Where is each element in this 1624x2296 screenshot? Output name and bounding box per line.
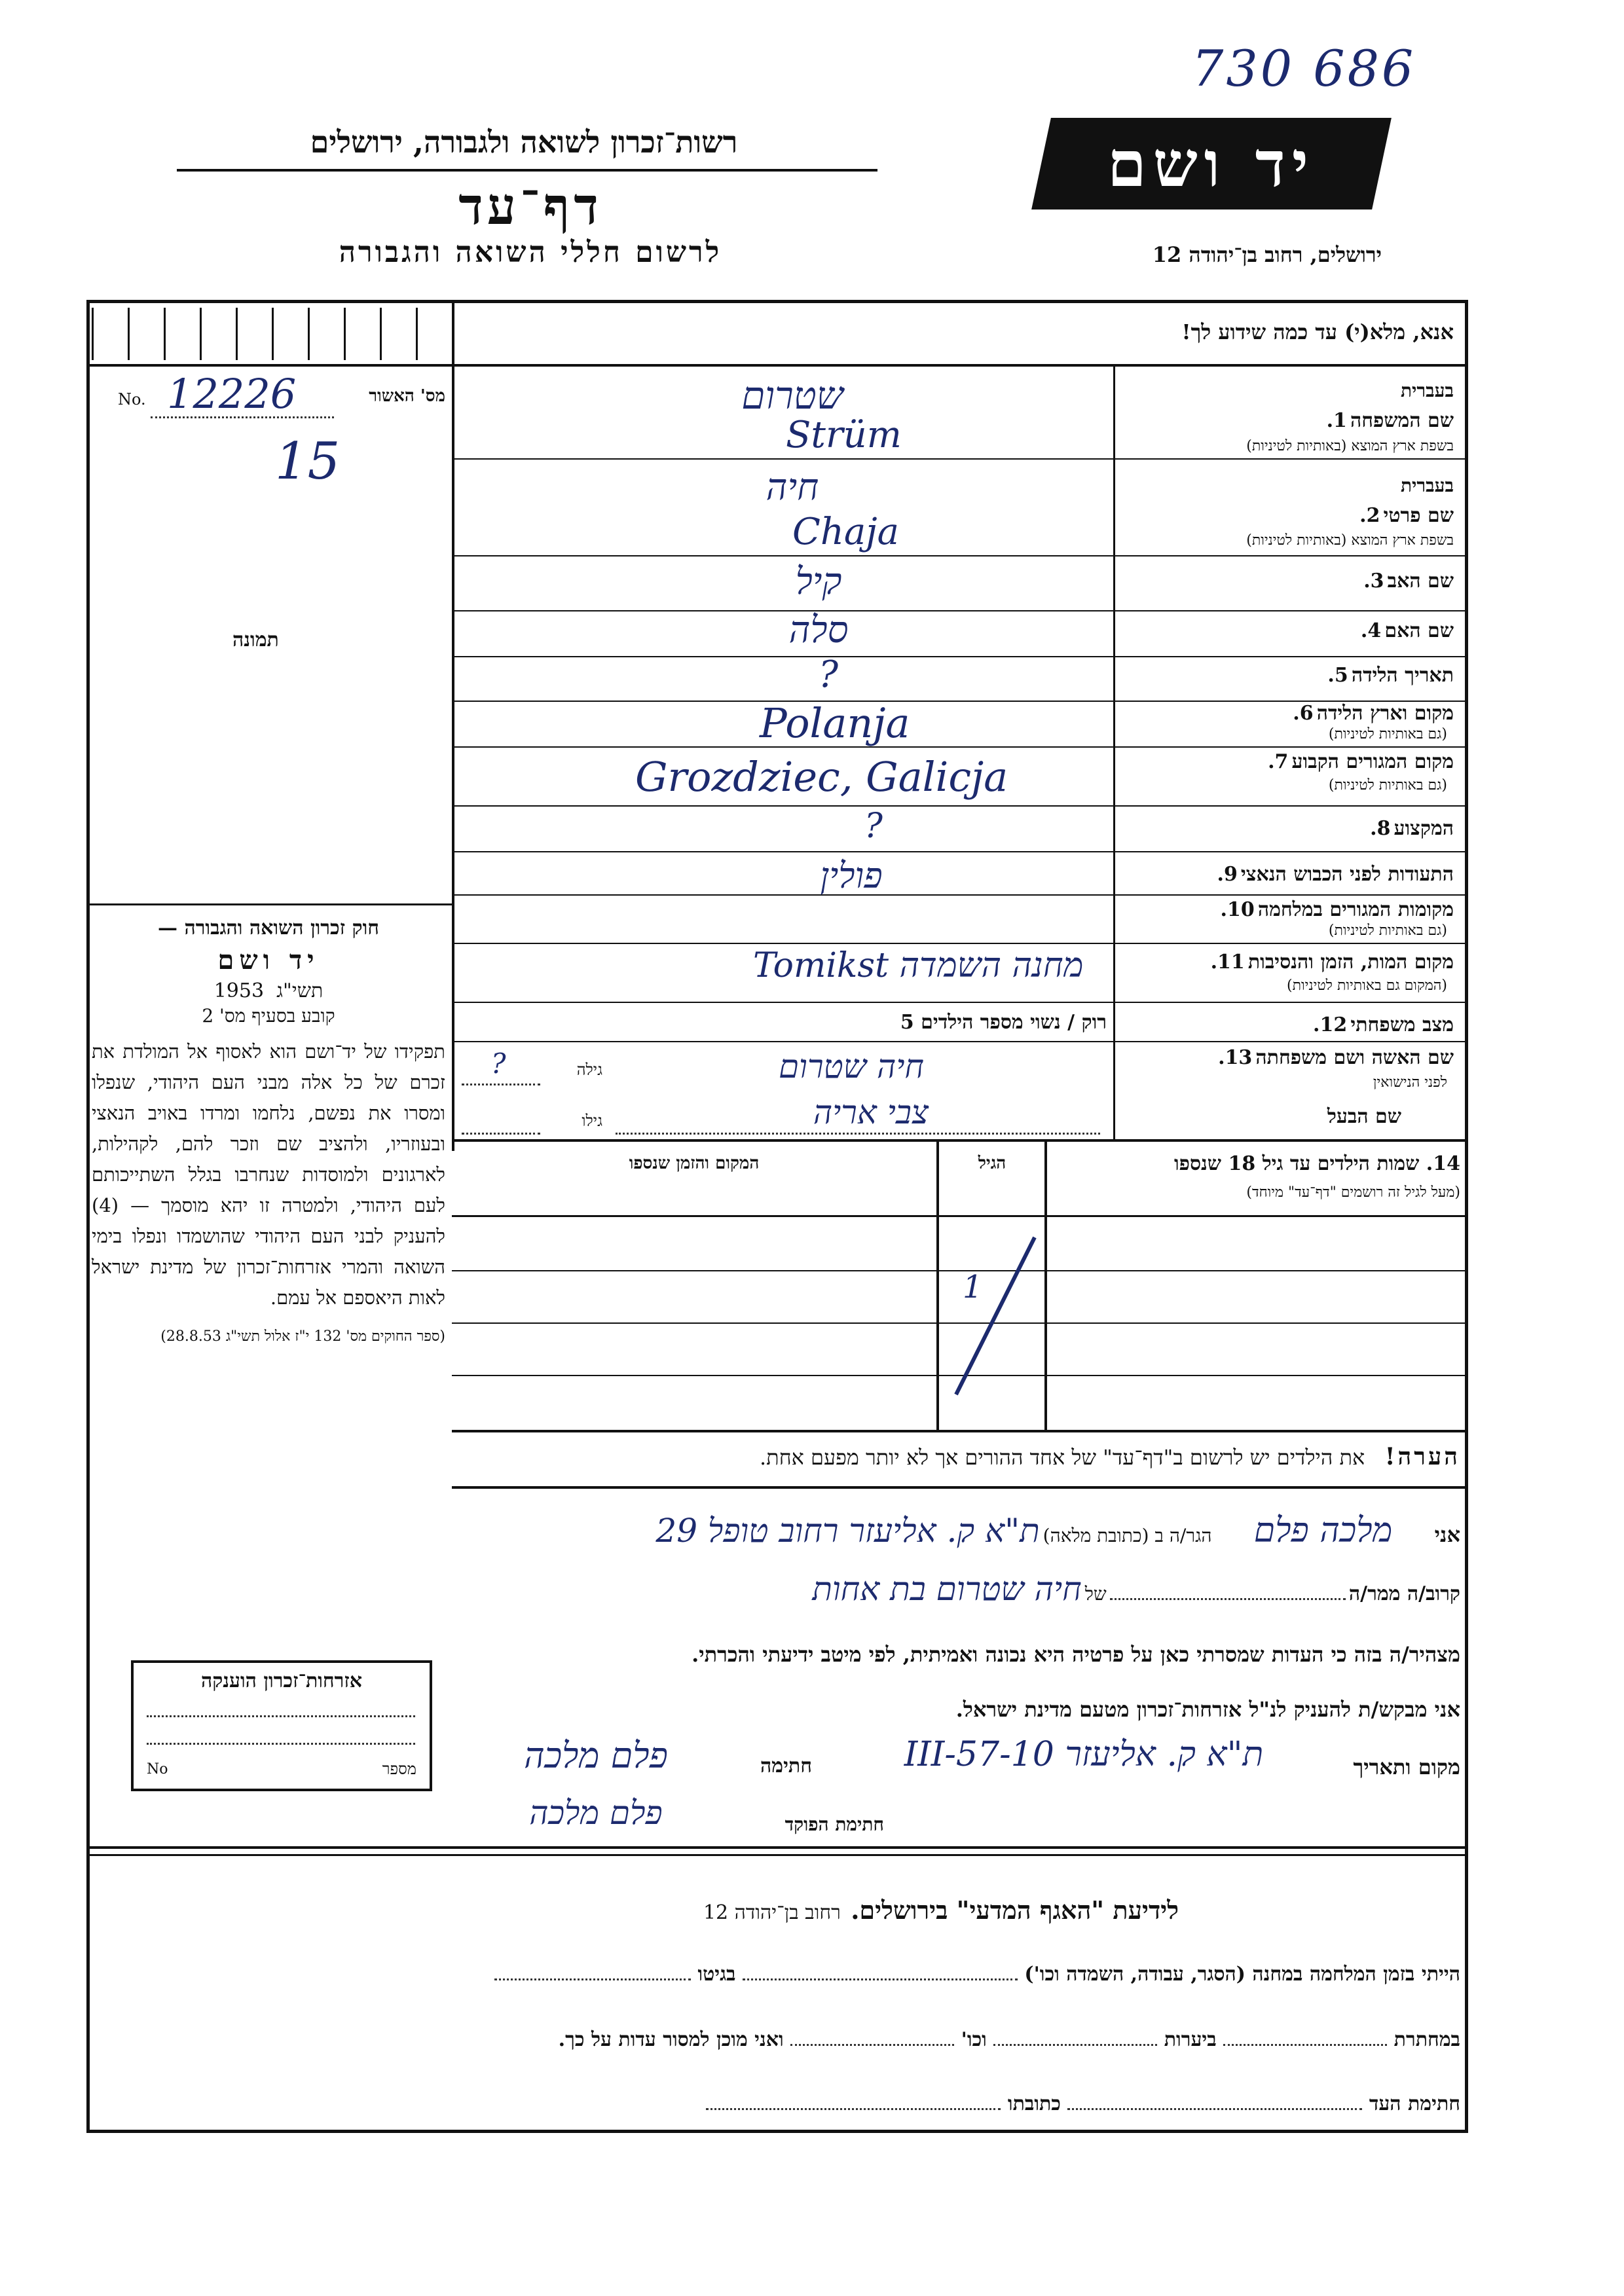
footer-witness-line — [1067, 2108, 1362, 2110]
row-rule-13 — [452, 1139, 1468, 1142]
field-5-label: תאריך הלידה 5. — [1327, 664, 1454, 687]
note-bottom-rule — [452, 1486, 1468, 1489]
field-11-label: מקום המות, הזמן והנסיבות 11. — [1210, 951, 1454, 974]
declaration-line-1 — [210, 1511, 1460, 1557]
note-text: את הילדים יש לרשום ב"דף־עד" של אחד ההורים אך לא יותר מפעם אחת. — [760, 1445, 1365, 1470]
field-2-value-latin: Chaja — [792, 511, 900, 553]
field-7-value: Grozdziec, Galicja — [635, 753, 1008, 801]
law-sidebar — [92, 917, 445, 1345]
citizenship-line-1 — [147, 1715, 415, 1717]
declaration-line-2 — [367, 1570, 1460, 1616]
form-title: דף־עד — [458, 177, 602, 236]
place-date-label: מקום ותאריך — [1353, 1755, 1460, 1779]
field-13-value: חיה שטרום — [778, 1048, 925, 1085]
row-rule-2 — [452, 555, 1468, 556]
field-13-sub: לפני הנישואין — [1373, 1074, 1447, 1091]
footer-line-3: חתימת העד כתובתו — [458, 2092, 1460, 2115]
children-strike-mark — [943, 1231, 1041, 1401]
citizenship-box — [131, 1660, 432, 1791]
footer-address-line — [706, 2108, 1001, 2110]
citizenship-request: אני מבקש/ת להעניק לנ"ל אזרחות־זכרון מטעם מדינת ישראל. — [955, 1697, 1460, 1722]
declaration-address-label: הגר/ה ב (כתובת מלאה) — [1043, 1525, 1212, 1546]
footer-underground-line — [1223, 2044, 1387, 2046]
note-row — [458, 1443, 1460, 1470]
relation-of: של — [1084, 1583, 1107, 1605]
yad-vashem-logo — [1031, 118, 1392, 210]
relation-line — [1110, 1598, 1346, 1600]
field-4-value: סלה — [788, 609, 849, 651]
children-col-age: הגיל — [978, 1154, 1006, 1173]
header-rule — [177, 169, 877, 172]
field-4-label: שם האם 4. — [1360, 619, 1454, 642]
field-3-label: שם האב 3. — [1363, 570, 1454, 592]
field-13-label: שם האשה ושם משפחתה 13. — [1218, 1046, 1454, 1069]
field-10-sub: (גם באותיות לטיניות) — [1328, 922, 1447, 939]
field-8-label: המקצוע 8. — [1370, 817, 1454, 840]
label-column-divider — [1113, 367, 1115, 1139]
form-subtitle: לרשום חללי השואה והגבורה — [339, 236, 722, 269]
children-col-place: המקום והזמן שנספו — [629, 1154, 760, 1173]
children-col-divider-1 — [1044, 1142, 1047, 1430]
field-2-value-hebrew: חיה — [766, 466, 819, 509]
husband-age-label: גילו — [581, 1112, 602, 1130]
field-7-sub: (גם באותיות לטיניות) — [1328, 777, 1447, 793]
approval-underline — [151, 416, 334, 418]
footer-divider-1 — [86, 1846, 1468, 1849]
field-11-value: Tomikst מחנה השמדה — [753, 946, 1084, 985]
law-title: חוק זכרון השואה והגבורה — — [158, 917, 379, 939]
declarant-name: מלכה פלם — [1253, 1511, 1393, 1550]
institution-address: ירושלים, רחוב בן־יהודה 12 — [1152, 242, 1382, 267]
field-13-age-line — [462, 1084, 540, 1085]
footer-divider-2 — [86, 1854, 1468, 1856]
citizenship-number-label: מספר — [382, 1760, 416, 1778]
row-rule-1 — [452, 458, 1468, 460]
approval-subnumber: 15 — [275, 432, 341, 491]
field-2-sub: בשפת ארץ המוצא (באותיות לטיניות) — [1246, 532, 1454, 549]
footer-ghetto-line — [494, 1978, 691, 1980]
field-12-value: רוק / נשוי מספר הילדים 5 — [900, 1011, 1107, 1034]
top-rule — [86, 364, 1468, 367]
field-9-value: פולין — [820, 855, 883, 896]
photo-label: תמונה — [232, 629, 279, 651]
field-1-sub: בשפת ארץ המוצא (באותיות לטיניות) — [1246, 438, 1454, 454]
field-1-hebrew-tag: בעברית — [1400, 380, 1454, 401]
children-mark: 1 — [963, 1269, 983, 1305]
field-7-label: מקום המגורים הקבוע 7. — [1268, 750, 1454, 773]
footer-line-2: במחתרת ביערות וכו' ואני מוכן למסור עדות על כך. — [558, 2028, 1460, 2051]
row-rule-7 — [452, 805, 1468, 807]
husband-age-line — [462, 1133, 540, 1135]
law-citation: (ספר החוקים מס' 132 י"ז אלול תשי"ג 28.8.53) — [160, 1328, 445, 1345]
field-1-value-latin: Strüm — [786, 414, 902, 456]
photo-bottom-rule — [86, 903, 453, 905]
children-header-rule — [452, 1215, 1468, 1217]
children-table-bottom — [452, 1430, 1468, 1432]
officer-signature-label: חתימת הפוקד — [784, 1813, 884, 1835]
citizenship-box-title: אזרחות־זכרון הוענקה — [200, 1669, 363, 1692]
law-year: תשי"ג 1953 — [213, 979, 323, 1002]
field-13-age-label: גילה — [576, 1061, 602, 1079]
field-6-value: Polanja — [760, 699, 910, 747]
field-13-age: ? — [491, 1048, 506, 1080]
law-text: תפקידו של יד־ושם הוא לאסוף אל המולדת את זכרם של כל אלה מבני העם היהודי, שנפלו ומסרו את נפשם, נלחמו ומרדו באויב הנאצי ובעוזריו, ולהציב שם וזכר להם, לקהילות, לארגונים ולמוסדות שנחרבו בגלל השתייכותם לעם היהודי, ולמטרה זו יהא מוסמך — (4) להעניק לבני העם היהודי שהושמדו ונפלו בימי השואה והמרי אזרחות־זכרון של מדינת ישראל לאות היאספם אל עמם. — [92, 1040, 445, 1309]
left-column-divider — [452, 300, 454, 1151]
document-number: 730 686 — [1192, 39, 1416, 98]
field-5-value: ? — [819, 653, 839, 696]
authority-name: רשות־זכרון לשואה ולגבורה, ירושלים — [310, 124, 738, 160]
row-rule-6 — [452, 746, 1468, 748]
field-1-label: שם המשפחה 1. — [1326, 409, 1454, 432]
relation-label: קרוב/ה ממר/ה — [1348, 1582, 1460, 1605]
citizenship-no: No — [147, 1761, 168, 1777]
place-date-value: ת"א ק. אליעזר 10-III-57 — [904, 1735, 1264, 1774]
field-12-label: מצב משפחתי 12. — [1313, 1013, 1454, 1036]
field-11-sub: (המקום גם באותיות לטיניות) — [1287, 977, 1447, 994]
husband-label: שם הבעל — [1327, 1105, 1401, 1128]
footer-forest-line — [993, 2044, 1157, 2046]
row-rule-11 — [452, 1002, 1468, 1003]
signature-value: פלם מלכה — [524, 1735, 668, 1776]
children-table-title: 14. שמות הילדים עד גיל 18 שנספו — [1173, 1152, 1460, 1175]
logo-text: יד ושם — [1107, 126, 1316, 201]
law-section: קובע בסעיף מס' 2 — [202, 1005, 335, 1027]
footer-camp-line — [743, 1978, 1018, 1980]
field-10-label: מקומות המגורים במלחמה 10. — [1220, 898, 1454, 921]
field-9-label: התעודות לפני הכבוש הנאצי 9. — [1217, 863, 1454, 886]
field-6-sub: (גם באותיות לטיניות) — [1328, 726, 1447, 742]
citizenship-line-2 — [147, 1743, 415, 1745]
footer-line-1: הייתי בזמן המלחמה במחנה (הסגר, עבודה, השמדה וכו') בגיטו — [131, 1963, 1460, 1986]
row-rule-3 — [452, 610, 1468, 611]
row-rule-10 — [452, 943, 1468, 944]
field-6-label: מקום וארץ הלידה 6. — [1293, 702, 1454, 725]
law-logo: יד ושם — [217, 945, 320, 975]
approval-no-label: No. — [118, 390, 146, 409]
row-rule-9 — [452, 894, 1468, 896]
field-2-hebrew-tag: בעברית — [1400, 475, 1454, 496]
declaration-statement: מצהיר/ה בזה כי העדות שמסרתי כאן על פרטיה היא נכונה ואמיתית, לפי מיטב ידיעתי והכרתי. — [692, 1642, 1460, 1667]
footer-etc-line — [790, 2044, 954, 2046]
field-8-value: ? — [864, 807, 883, 846]
row-rule-4 — [452, 656, 1468, 657]
row-rule-8 — [452, 851, 1468, 852]
declaration-i-label: אני — [1434, 1522, 1460, 1547]
row-rule-12 — [452, 1041, 1468, 1042]
relation-value: חיה שטרום בת אחות — [812, 1570, 1082, 1608]
children-table-subtitle: (מעל לגיל זה רושמים "דף־עד" מיוחד) — [1246, 1184, 1460, 1201]
field-3-value: קיל — [795, 560, 842, 603]
instructions: אנא, מלא(י) עד כמה שידוע לך! — [1181, 319, 1454, 344]
husband-value: צבי אריה — [813, 1093, 929, 1131]
husband-name-line — [616, 1133, 1100, 1135]
approval-label: מס' האשור — [369, 386, 445, 406]
children-col-divider-2 — [936, 1142, 939, 1430]
approval-number: 12226 — [167, 370, 297, 418]
declarant-address: ת"א ק. אליעזר רחוב טופל 29 — [655, 1512, 1040, 1550]
signature-label: חתימה — [760, 1755, 812, 1777]
footer-title-row — [458, 1895, 1179, 1925]
footer-title: לידיעת "האגף המדעי" בירושלים. — [851, 1895, 1179, 1925]
officer-signature-value: פלם מלכה — [529, 1794, 663, 1832]
field-1-value-hebrew: שטרום — [741, 373, 843, 418]
field-2-label: שם פרטי 2. — [1359, 504, 1454, 527]
footer-address: רחוב בן־יהודה 12 — [703, 1901, 841, 1924]
note-label: הערה! — [1384, 1443, 1460, 1470]
tick-boxes — [92, 308, 452, 360]
